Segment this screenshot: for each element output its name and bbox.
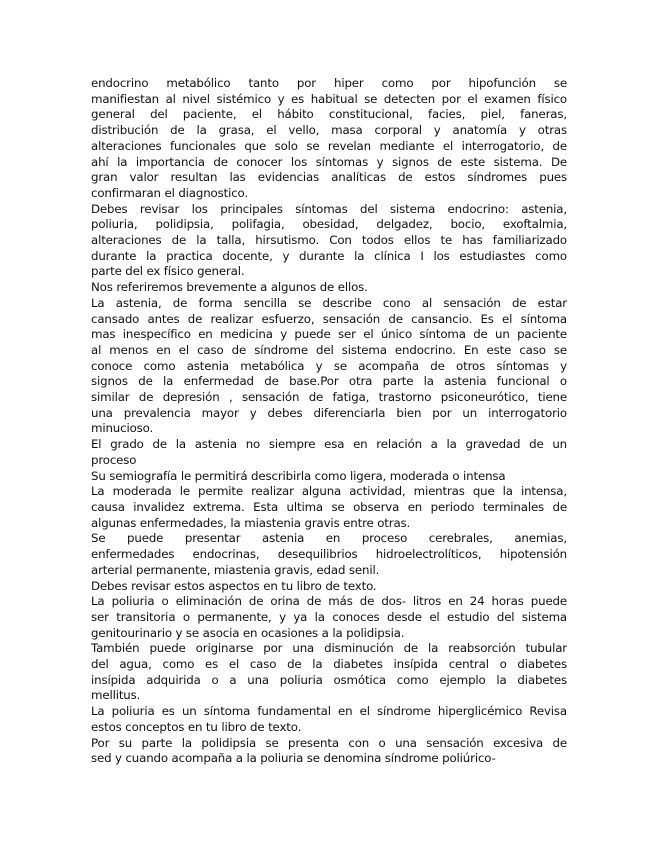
text-paragraph: [91, 296, 567, 437]
text-line: causa invalidez extrema. Esta ultima se observa en periodo terminales de: [91, 499, 567, 514]
text-line: La astenia, de forma sencilla se describe cono al sensación de estar: [91, 295, 567, 310]
text-paragraph: [91, 469, 567, 485]
text-paragraph: [91, 437, 567, 468]
text-line: ser transitoria o permanente, y ya la conoces desde el estudio del sistema: [91, 609, 567, 624]
text-line: Debes revisar los principales síntomas del sistema endocrino: astenia,: [91, 201, 567, 216]
text-line: También puede originarse por una disminución de la reabsorción tubular: [91, 641, 567, 656]
text-paragraph: [91, 641, 567, 704]
text-line: general del paciente, el hábito constitucional, facies, piel, faneras,: [91, 107, 567, 122]
text-line: Por su parte la polidipsia se presenta con o una sensación excesiva de: [91, 735, 567, 750]
text-paragraph: [91, 531, 567, 578]
text-line: mellitus.: [91, 688, 141, 703]
text-paragraph: [91, 704, 567, 735]
text-line: cansado antes de realizar esfuerzo, sensación de cansancio. Es el síntoma: [91, 311, 567, 326]
text-line: Debes revisar estos aspectos en tu libro de texto.: [91, 578, 377, 593]
text-line: gran valor resultan las evidencias analíticas de estos síndromes pues: [91, 170, 567, 185]
text-line: al menos en el caso de síndrome del sistema endocrino. En este caso se: [91, 342, 567, 357]
text-line: arterial permanente, miastenia gravis, edad senil.: [91, 562, 380, 577]
text-line: La moderada le permite realizar alguna actividad, mientras que la intensa,: [91, 484, 567, 499]
text-line: poliuria, polidipsia, polifagia, obesidad, delgadez, bocio, exoftalmia,: [91, 217, 567, 232]
text-paragraph: [91, 736, 567, 767]
text-line: Se puede presentar astenia en proceso cerebrales, anemias,: [91, 531, 567, 546]
text-line: algunas enfermedades, la miastenia gravis entre otras.: [91, 515, 411, 530]
text-paragraph: [91, 202, 567, 281]
text-line: una prevalencia mayor y debes diferenciarla bien por un interrogatorio: [91, 405, 567, 420]
text-line: distribución de la grasa, el vello, masa corporal y anatomía y otras: [91, 123, 567, 138]
text-paragraph: [91, 594, 567, 641]
text-line: genitourinario y se asocia en ocasiones a la polidipsia.: [91, 625, 405, 640]
text-line: alteraciones funcionales que solo se revelan mediante el interrogatorio, de: [91, 138, 567, 153]
text-line: mas inespecífico en medicina y puede ser el único síntoma de un paciente: [91, 327, 567, 342]
text-line: manifiestan al nivel sistémico y es habitual se detecten por el examen físico: [91, 91, 567, 106]
text-line: durante la practica docente, y durante la clínica I los estudiastes como: [91, 248, 567, 263]
text-line: similar de depresión , sensación de fatiga, trastorno psiconeurótico, tiene: [91, 390, 567, 405]
text-line: proceso: [91, 452, 137, 467]
text-line: insípida adquirida o a una poliuria osmótica como ejemplo la diabetes: [91, 672, 567, 687]
text-line: confirmaran el diagnostico.: [91, 185, 248, 200]
text-line: ahí la importancia de conocer los síntomas y signos de este sistema. De: [91, 154, 567, 169]
text-paragraph: [91, 579, 567, 595]
text-paragraph: [91, 484, 567, 531]
text-line: minucioso.: [91, 421, 154, 436]
text-line: parte del ex físico general.: [91, 264, 245, 279]
text-line: Su semiografía le permitirá describirla como ligera, moderada o intensa: [91, 468, 506, 483]
text-paragraph: [91, 76, 567, 202]
text-line: endocrino metabólico tanto por hiper como por hipofunción se: [91, 76, 567, 90]
text-line: enfermedades endocrinas, desequilibrios hidroelectrolíticos, hipotensión: [91, 547, 567, 562]
text-paragraph: [91, 280, 567, 296]
text-line: del agua, como es el caso de la diabetes insípida central o diabetes: [91, 657, 567, 672]
text-line: conoce como astenia metabólica y se acompaña de otros síntomas y: [91, 358, 567, 373]
text-line: alteraciones de la talla, hirsutismo. Con todos ellos te has familiarizado: [91, 233, 567, 248]
text-line: estos conceptos en tu libro de texto.: [91, 719, 302, 734]
text-line: sed y cuando acompaña a la poliuria se denomina síndrome poliúrico-: [91, 751, 496, 766]
document-body: [91, 76, 567, 767]
text-line: La poliuria es un síntoma fundamental en el síndrome hiperglicémico Revisa: [91, 704, 567, 719]
text-line: El grado de la astenia no siempre esa en relación a la gravedad de un: [91, 437, 567, 452]
text-line: La poliuria o eliminación de orina de más de dos- litros en 24 horas puede: [91, 594, 567, 609]
text-line: Nos referiremos brevemente a algunos de ellos.: [91, 280, 368, 295]
text-line: signos de la enfermedad de base.Por otra parte la astenia funcional o: [91, 374, 567, 389]
